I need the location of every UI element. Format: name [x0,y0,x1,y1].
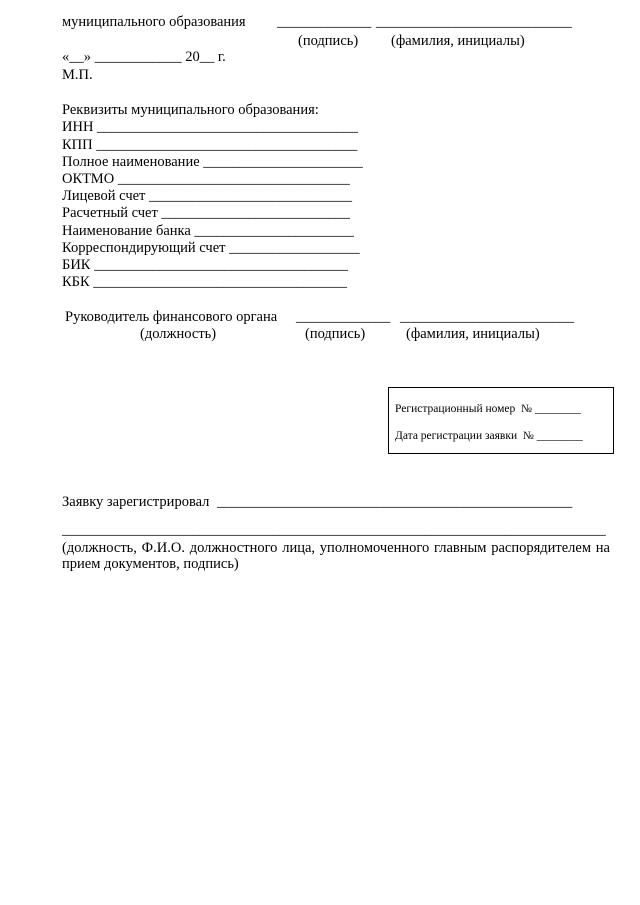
name-line: ___________________________ [376,14,572,30]
registered-by-line: _________________________________________________ [217,494,573,510]
registered-by-label: Заявку зарегистрировал [62,494,210,510]
registration-number-line: Регистрационный номер № ________ [395,403,581,415]
finance-head-signature-caption: (подпись) [305,326,366,342]
requisite-bik: БИК ___________________________________ [62,257,348,273]
finance-head-signature-line: _____________ [296,309,391,325]
stamp-label: М.П. [62,67,93,83]
municipality-signature-label: муниципального образования [62,14,246,30]
requisite-bank-name: Наименование банка ______________________ [62,223,354,239]
requisite-personal-account: Лицевой счет ____________________________ [62,188,353,204]
date-line: «__» ____________ 20__ г. [62,49,226,65]
signature-line: _____________ [277,14,372,30]
signature-caption: (подпись) [298,33,359,49]
registration-box [388,387,614,454]
requisite-full-name: Полное наименование ______________________ [62,154,363,170]
registration-date-line: Дата регистрации заявки № ________ [395,430,583,442]
requisite-inn: ИНН ____________________________________ [62,119,359,135]
registered-by-note: (должность, Ф.И.О. должностного лица, уполномоченного главным распорядителем на прием документов, подпись) [62,540,610,572]
requisite-kpp: КПП ____________________________________ [62,137,358,153]
finance-head-name-caption: (фамилия, инициалы) [406,326,540,342]
finance-head-label: Руководитель финансового органа [65,309,278,325]
name-caption: (фамилия, инициалы) [391,33,525,49]
registered-by-full-line: ___________________________________________________________________________ [62,522,606,538]
finance-head-position-caption: (должность) [140,326,217,342]
requisite-oktmo: ОКТМО ________________________________ [62,171,350,187]
requisite-corr-account: Корреспондирующий счет __________________ [62,240,360,256]
requisite-settlement-account: Расчетный счет __________________________ [62,205,350,221]
requisite-kbk: КБК ___________________________________ [62,274,348,290]
requisites-title: Реквизиты муниципального образования: [62,102,319,118]
finance-head-name-line: ________________________ [400,309,574,325]
